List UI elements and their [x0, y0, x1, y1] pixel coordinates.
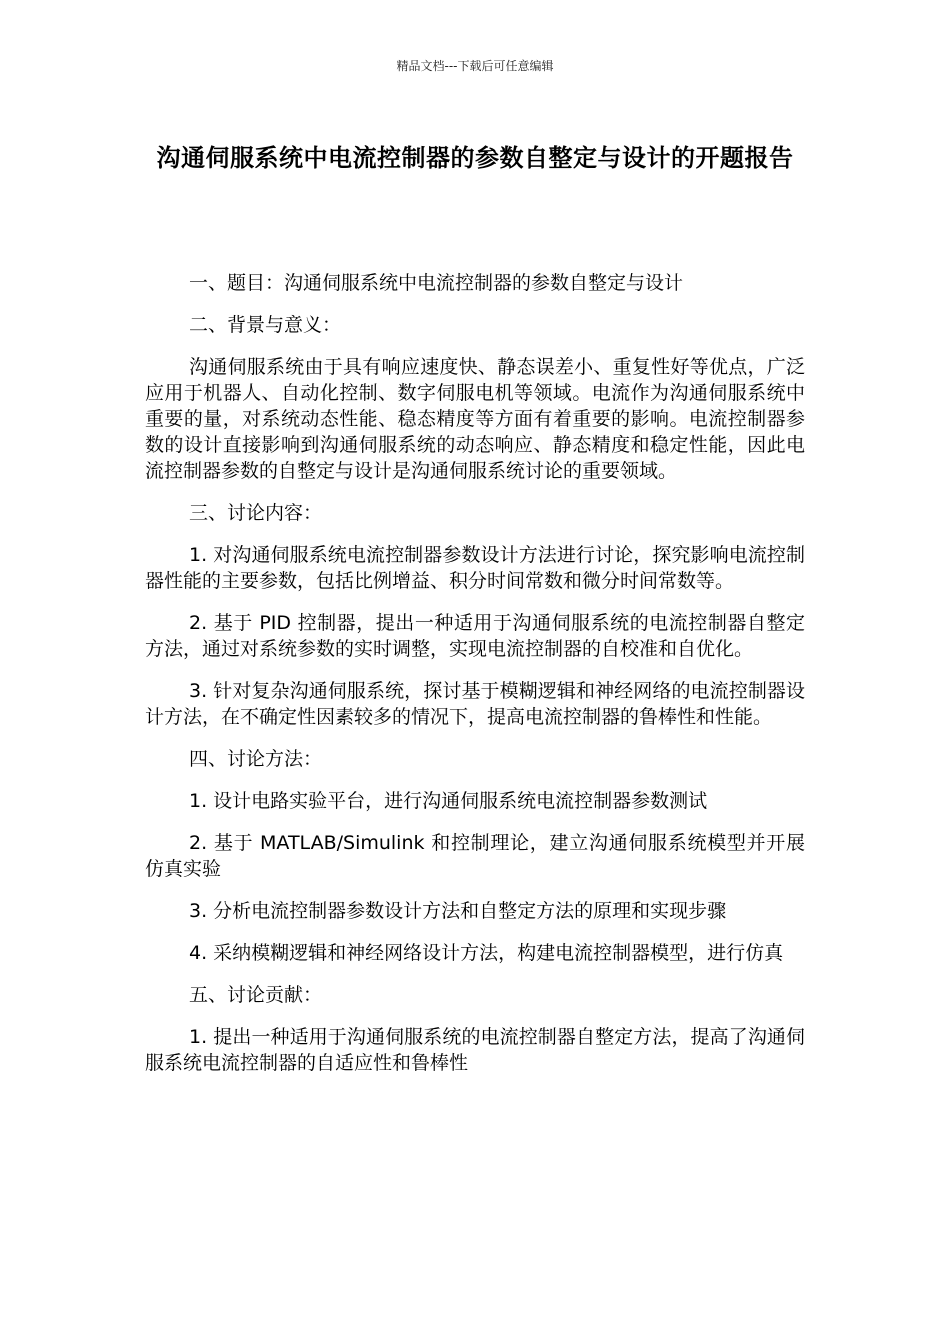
paragraph-contribution-1: 1. 提出一种适用于沟通伺服系统的电流控制器自整定方法，提高了沟通伺服系统电流控制器的自适应性和鲁棒性 — [145, 1026, 805, 1074]
paragraph-method-2: 2. 基于 MATLAB/Simulink 和控制理论，建立沟通伺服系统模型并开展仿真实验 — [145, 832, 805, 880]
paragraph-content-3: 3. 针对复杂沟通伺服系统，探讨基于模糊逻辑和神经网络的电流控制器设计方法，在不确定性因素较多的情况下，提高电流控制器的鲁棒性和性能。 — [145, 680, 805, 728]
heading-content: 三、讨论内容： — [189, 502, 323, 524]
heading-contributions: 五、讨论贡献： — [189, 984, 323, 1006]
paragraph-method-3: 3. 分析电流控制器参数设计方法和自整定方法的原理和实现步骤 — [189, 900, 727, 922]
page-header: 精品文档---下载后可任意编辑 — [396, 59, 554, 73]
document-title: 沟通伺服系统中电流控制器的参数自整定与设计的开题报告 — [156, 144, 794, 172]
document-body — [145, 270, 805, 1092]
paragraph-method-4: 4. 采纳模糊逻辑和神经网络设计方法，构建电流控制器模型，进行仿真 — [189, 942, 784, 964]
heading-methods: 四、讨论方法： — [189, 748, 323, 770]
paragraph-content-1: 1. 对沟通伺服系统电流控制器参数设计方法进行讨论，探究影响电流控制器性能的主要参数，包括比例增益、积分时间常数和微分时间常数等。 — [145, 544, 805, 592]
paragraph-background: 沟通伺服系统由于具有响应速度快、静态误差小、重复性好等优点，广泛应用于机器人、自动化控制、数字伺服电机等领域。电流作为沟通伺服系统中重要的量，对系统动态性能、稳态精度等方面有着重要的影响。电流控制器参数的设计直接影响到沟通伺服系统的动态响应、静态精度和稳定性能，因此电流控制器参数的自整定与设计是沟通伺服系统讨论的重要领域。 — [145, 356, 805, 482]
heading-background: 二、背景与意义： — [189, 314, 342, 336]
paragraph-method-1: 1. 设计电路实验平台，进行沟通伺服系统电流控制器参数测试 — [189, 790, 708, 812]
paragraph-topic: 一、题目：沟通伺服系统中电流控制器的参数自整定与设计 — [189, 272, 684, 294]
paragraph-content-2: 2. 基于 PID 控制器，提出一种适用于沟通伺服系统的电流控制器自整定方法，通过对系统参数的实时调整，实现电流控制器的自校准和自优化。 — [145, 612, 805, 660]
